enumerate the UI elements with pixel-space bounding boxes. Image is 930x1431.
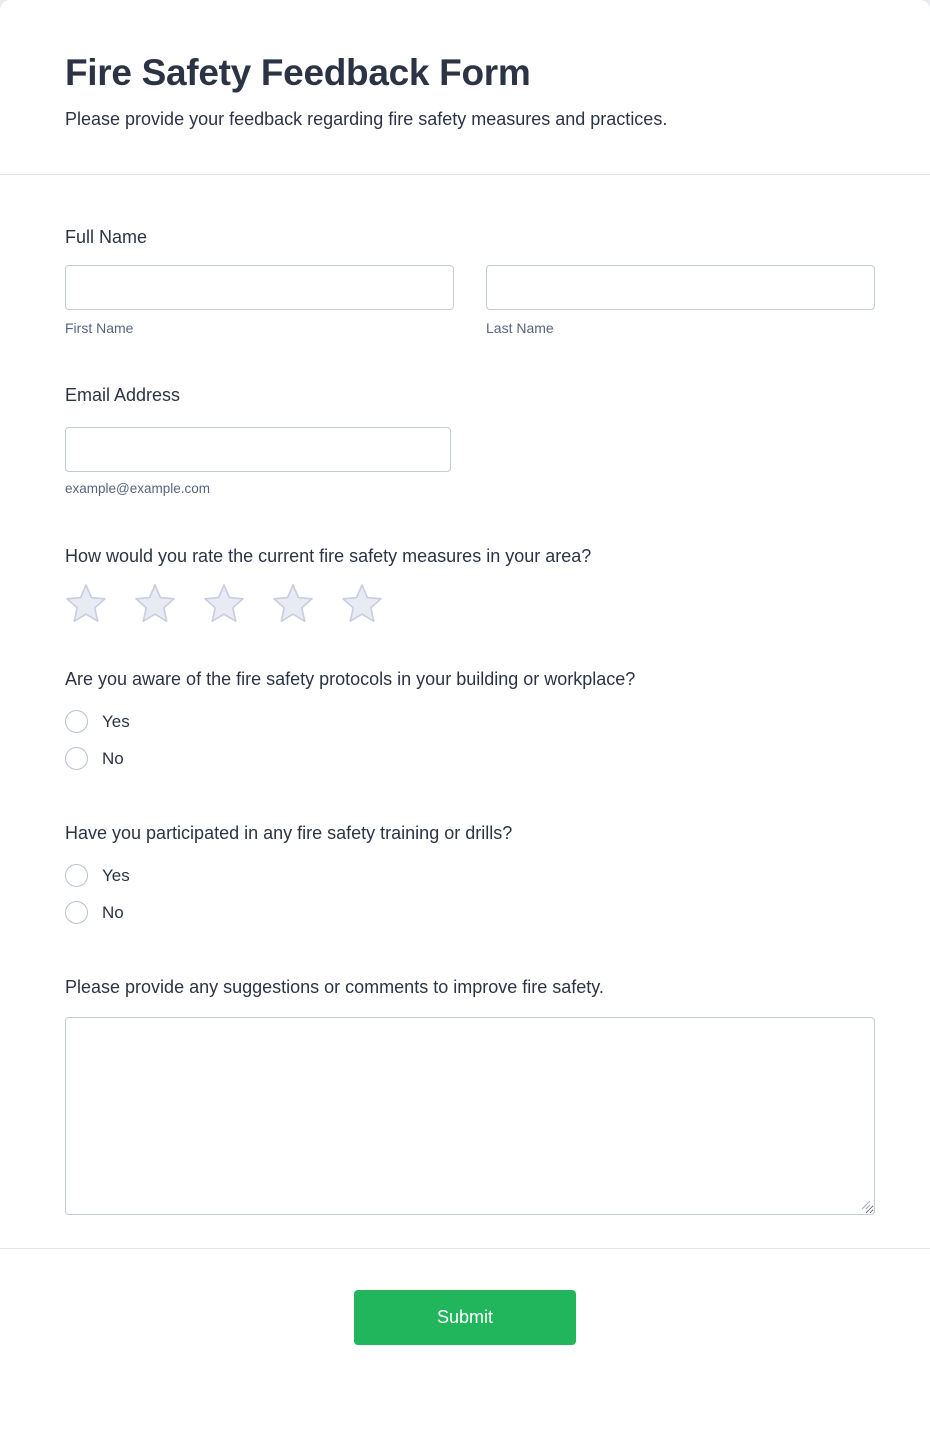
radio-circle-icon[interactable] [65,901,88,924]
star-icon[interactable] [65,583,107,625]
first-name-field [65,265,454,336]
last-name-sublabel: Last Name [486,320,554,336]
submit-button[interactable]: Submit [354,1290,576,1345]
radio-circle-icon[interactable] [65,710,88,733]
radio-option-label: Yes [102,711,130,731]
suggestions-question: Please provide any suggestions or comments to improve fire safety. [65,977,604,997]
form-body [0,227,930,1215]
last-name-input[interactable] [486,265,875,310]
email-label: Email Address [65,385,181,405]
radio-option-label: No [102,902,124,922]
email-input-wrap [65,427,451,472]
awareness-option-no[interactable] [65,747,124,770]
first-name-sublabel: First Name [65,320,134,336]
page-subtitle: Please provide your feedback regarding fire safety measures and practices. [65,109,668,129]
email-hint: example@example.com [65,481,211,496]
name-row [65,265,875,336]
awareness-section [65,669,875,770]
radio-option-label: Yes [102,865,130,885]
star-icon[interactable] [203,583,245,625]
radio-option-label: No [102,748,124,768]
full-name-section [65,227,875,336]
awareness-question: Are you aware of the fire safety protocols in your building or workplace? [65,669,636,689]
page-title: Fire Safety Feedback Form [65,52,531,93]
star-rating [65,583,875,625]
training-section [65,823,875,924]
training-radio-group [65,864,875,924]
awareness-radio-group [65,710,875,770]
radio-circle-icon[interactable] [65,747,88,770]
suggestions-textarea[interactable] [65,1017,875,1215]
awareness-option-yes[interactable] [65,710,130,733]
star-icon[interactable] [134,583,176,625]
rating-question: How would you rate the current fire safety measures in your area? [65,546,592,566]
email-section [65,385,875,496]
submit-row [0,1249,930,1397]
form-header [0,0,930,175]
star-icon[interactable] [272,583,314,625]
first-name-input[interactable] [65,265,454,310]
training-option-yes[interactable] [65,864,130,887]
training-question: Have you participated in any fire safety training or drills? [65,823,513,843]
star-icon[interactable] [341,583,383,625]
full-name-label: Full Name [65,227,148,247]
email-input[interactable] [65,427,451,472]
radio-circle-icon[interactable] [65,864,88,887]
training-option-no[interactable] [65,901,124,924]
rating-section [65,546,875,625]
suggestions-section [65,977,875,1215]
last-name-field [486,265,875,336]
suggestions-textarea-wrap [65,1017,875,1215]
